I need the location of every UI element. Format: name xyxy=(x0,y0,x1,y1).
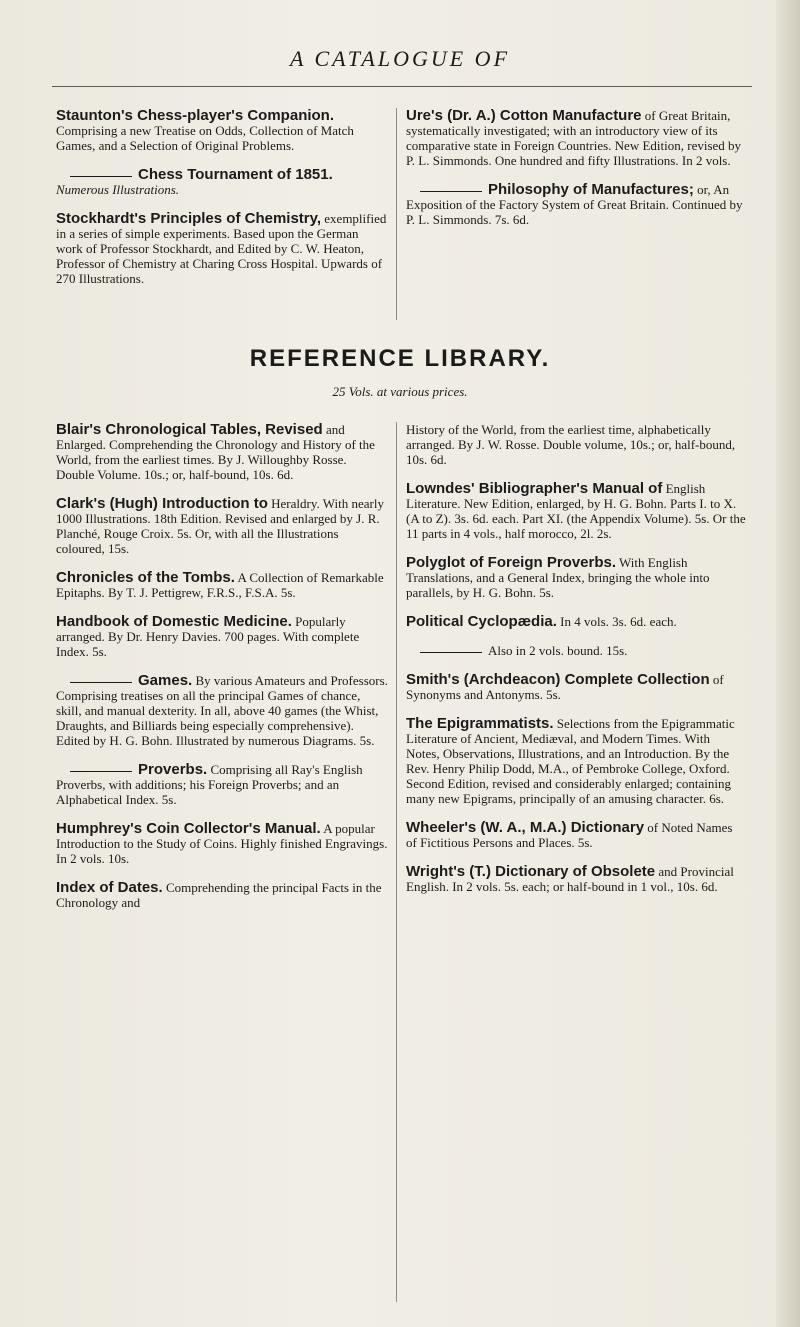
entry-body: Comprehending the principal Facts in the Chronology and xyxy=(56,880,382,910)
catalogue-entry xyxy=(406,182,746,227)
top-right-column xyxy=(406,108,746,241)
entry-title: Games. xyxy=(138,672,193,689)
catalogue-entry xyxy=(56,108,388,153)
catalogue-entry xyxy=(406,716,746,806)
catalogue-entry xyxy=(406,555,746,600)
entry-title: Humphrey's Coin Collector's Manual. xyxy=(56,820,321,837)
entry-title: Staunton's Chess-player's Companion. xyxy=(56,107,335,124)
catalogue-entry xyxy=(406,614,746,629)
running-head: A CATALOGUE OF xyxy=(289,46,511,71)
catalogue-entry xyxy=(56,762,388,807)
entry-title: Smith's (Archdeacon) Complete Collection xyxy=(406,671,710,688)
catalogue-entry xyxy=(406,864,746,894)
entry-title: Clark's (Hugh) Introduction to xyxy=(56,495,268,512)
entry-title: Lowndes' Bibliographer's Manual of xyxy=(406,480,663,497)
entry-title: Ure's (Dr. A.) Cotton Manufacture xyxy=(406,107,642,124)
header-rule xyxy=(52,86,752,87)
entry-title: Chronicles of the Tombs. xyxy=(56,569,235,586)
entry-title: Political Cyclopædia. xyxy=(406,613,557,630)
ditto-dash xyxy=(70,771,132,772)
entry-body: Numerous Illustrations. xyxy=(56,182,180,197)
catalogue-entry xyxy=(406,108,746,168)
ditto-dash xyxy=(70,682,132,683)
catalogue-entry xyxy=(56,496,388,556)
entry-body: of Noted Names of Fictitious Persons and Places. 5s. xyxy=(406,820,733,850)
entry-body: English Literature. New Edition, enlarged, by H. G. Bohn. Parts I. to X. (A to Z). 3s. 6d. each. Part XI. (the Appendix Volume). 5s. Or the 11 parts in 4 vols., half morocco, 2l. 2s. xyxy=(406,481,746,541)
entry-title: Polyglot of Foreign Proverbs. xyxy=(406,554,617,571)
catalogue-entry xyxy=(56,211,388,286)
ditto-dash xyxy=(420,191,482,192)
entry-body: or, An Exposition of the Factory System of Great Britain. Continued by P. L. Simmonds. 7s. 6d. xyxy=(406,182,743,227)
entry-body: Also in 2 vols. bound. 15s. xyxy=(488,643,628,658)
entry-title: Wright's (T.) Dictionary of Obsolete xyxy=(406,863,656,880)
catalogue-entry xyxy=(56,167,388,197)
ditto-dash xyxy=(420,652,482,653)
entry-body: exemplified in a series of simple experiments. Based upon the German work of Professor Stockhardt, and Edited by C. W. Heaton, Professor of Chemistry at Charing Cross Hospital. Upwards of 270 Illustrations. xyxy=(56,211,387,286)
catalogue-entry xyxy=(406,820,746,850)
column-divider xyxy=(396,422,397,1302)
catalogue-entry xyxy=(406,422,746,467)
top-left-column xyxy=(56,108,388,300)
entry-body: Selections from the Epigrammatic Literature of Ancient, Mediæval, and Modern Times. With Notes, Observations, Illustrations, and an Introduction. By the Rev. Henry Philip Dodd, M.A., of Pembroke College, Oxford. Second Edition, revised and considerably enlarged; containing many new Epigrams, principally of an amusing character. 6s. xyxy=(406,716,735,806)
entry-body: With English Translations, and a General Index, bringing the whole into parallels, by H. G. Bohn. 5s. xyxy=(406,555,710,600)
entry-title: Proverbs. xyxy=(138,761,208,778)
catalogue-entry xyxy=(56,880,388,910)
entry-body: of Great Britain, systematically investigated; with an introductory view of its comparative state in Foreign Countries. New Edition, revised by P. L. Simmonds. One hundred and fifty Illustrations. In 2 vols. xyxy=(406,108,742,168)
section-title: REFERENCE LIBRARY. xyxy=(249,345,551,372)
catalogue-entry xyxy=(406,481,746,541)
entry-title: Chess Tournament of 1851. xyxy=(138,166,333,183)
entry-title: Wheeler's (W. A., M.A.) Dictionary xyxy=(406,819,645,836)
entry-body: History of the World, from the earliest time, alphabetically arranged. By J. W. Rosse. Double volume, 10s.; or, half-bound, 10s. 6d. xyxy=(406,422,736,467)
column-divider xyxy=(396,108,397,320)
entry-body: and Provincial English. In 2 vols. 5s. each; or half-bound in 1 vol., 10s. 6d. xyxy=(406,864,734,894)
section-subtitle: 25 Vols. at various prices. xyxy=(332,384,468,399)
entry-body: Popularly arranged. By Dr. Henry Davies. 700 pages. With complete Index. 5s. xyxy=(56,614,360,659)
right-column xyxy=(406,422,746,908)
entry-title: Stockhardt's Principles of Chemistry, xyxy=(56,210,322,227)
page-edge xyxy=(776,0,800,1327)
catalogue-entry xyxy=(56,422,388,482)
entry-body: By various Amateurs and Professors. Comprising treatises on all the principal Games of chance, skill, and manual dexterity. In all, above 40 games (the Whist, Draughts, and Billiards being especially comprehensive). Edited by H. G. Bohn. Illustrated by numerous Diagrams. 5s. xyxy=(56,673,388,748)
entry-title: Blair's Chronological Tables, Revised xyxy=(56,421,323,438)
entry-body: A Collection of Remarkable Epitaphs. By T. J. Pettigrew, F.R.S., F.S.A. 5s. xyxy=(56,570,384,600)
entry-body: and Enlarged. Comprehending the Chronology and History of the World, from the earliest times. By J. Willoughby Rosse. Double Volume. 10s.; or, half-bound, 10s. 6d. xyxy=(56,422,375,482)
catalogue-entry xyxy=(56,821,388,866)
catalogue-entry xyxy=(56,673,388,748)
entry-title: The Epigrammatists. xyxy=(406,715,554,732)
entry-title: Philosophy of Manufactures; xyxy=(488,181,694,198)
catalogue-entry xyxy=(56,570,388,600)
catalogue-entry xyxy=(406,643,746,658)
entry-body: Heraldry. With nearly 1000 Illustrations. 18th Edition. Revised and enlarged by J. R. Planché, Rouge Croix. 5s. Or, with all the Illustrations coloured, 15s. xyxy=(56,496,384,556)
entry-body: of Synonyms and Antonyms. 5s. xyxy=(406,672,724,702)
ditto-dash xyxy=(70,176,132,177)
entry-body: A popular Introduction to the Study of Coins. Highly finished Engravings. In 2 vols. 10s. xyxy=(56,821,388,866)
entry-title: Index of Dates. xyxy=(56,879,163,896)
entry-title: Handbook of Domestic Medicine. xyxy=(56,613,292,630)
entry-body: Comprising a new Treatise on Odds, Collection of Match Games, and a Selection of Original Problems. xyxy=(56,123,354,153)
entry-body: Comprising all Ray's English Proverbs, with additions; his Foreign Proverbs; and an Alphabetical Index. 5s. xyxy=(56,762,363,807)
entry-body: In 4 vols. 3s. 6d. each. xyxy=(560,614,677,629)
catalogue-entry xyxy=(406,672,746,702)
left-column xyxy=(56,422,388,924)
catalogue-entry xyxy=(56,614,388,659)
